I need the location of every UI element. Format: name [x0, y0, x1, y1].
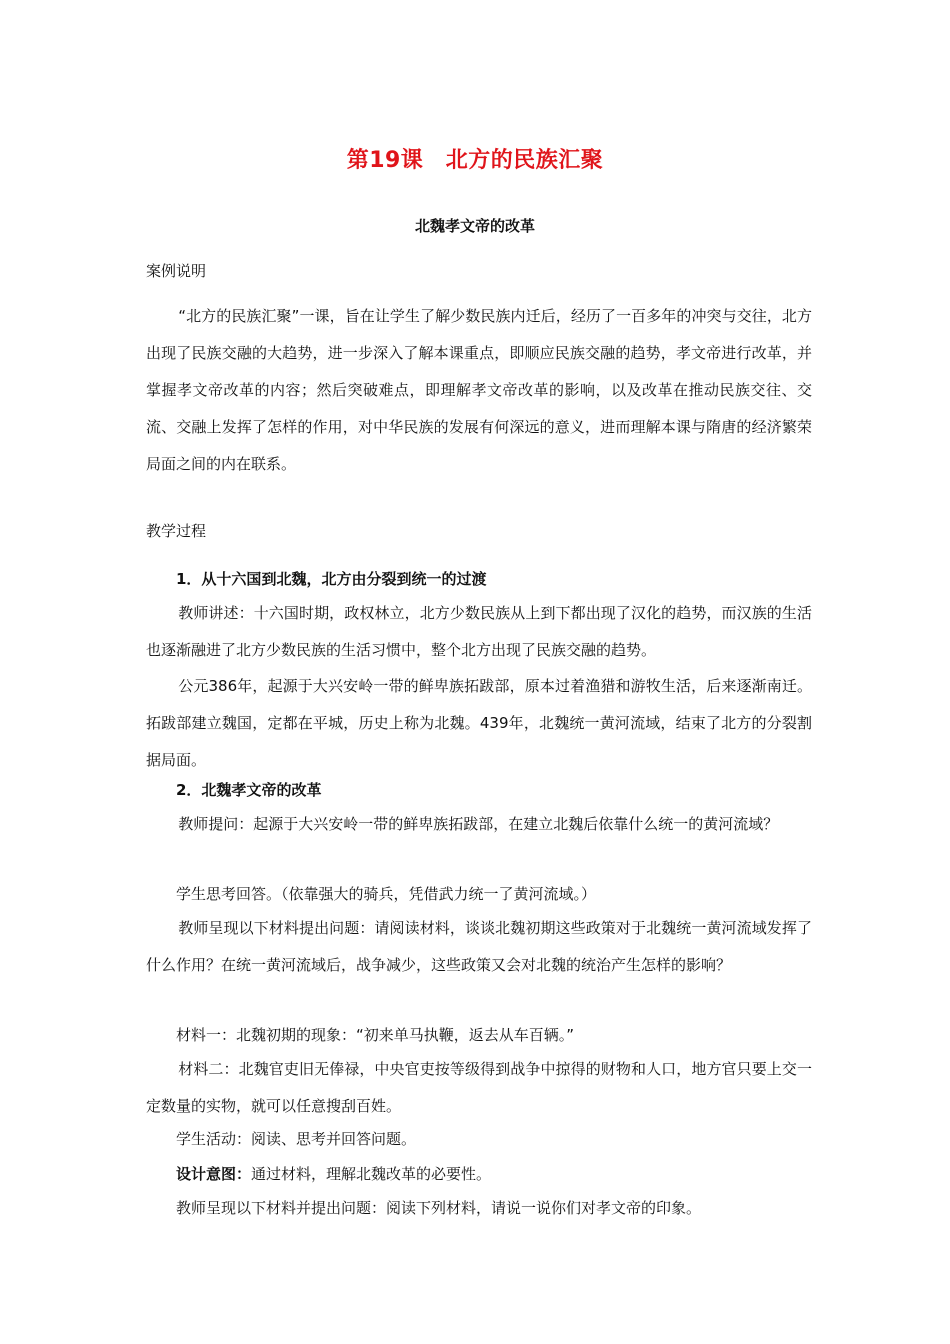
section-1-heading: 1．从十六国到北魏，北方由分裂到统一的过渡	[176, 570, 487, 588]
teaching-process-label: 教学过程	[146, 522, 207, 540]
lesson-subtitle: 北魏孝文帝的改革	[414, 217, 535, 235]
design-intent	[176, 1164, 491, 1184]
section-2-question: 教师提问：起源于大兴安岭一带的鲜卑族拓跋部，在建立北魏后依靠什么统一的黄河流域？	[178, 815, 779, 833]
design-intent-text: 通过材料，理解北魏改革的必要性。	[251, 1165, 492, 1183]
section-2-materials-intro: 教师呈现以下材料提出问题：请阅读材料，谈谈北魏初期这些政策对于北魏统一黄河流域发挥了什么作用？在统一黄河流域后，战争减少，这些政策又会对北魏的统治产生怎样的影响？	[146, 919, 812, 974]
material-2: 材料二：北魏官吏旧无俸禄，中央官吏按等级得到战争中掠得的财物和人口，地方官只要上交一定数量的实物，就可以任意搜刮百姓。	[146, 1060, 812, 1115]
design-intent-label: 设计意图：	[176, 1165, 252, 1183]
lesson-title: 第19课 北方的民族汇聚	[346, 148, 604, 173]
section-2-heading: 2．北魏孝文帝的改革	[176, 781, 322, 799]
student-answer: 学生思考回答。（依靠强大的骑兵，凭借武力统一了黄河流域。）	[176, 885, 597, 903]
section-1-paragraph-1: 教师讲述：十六国时期，政权林立，北方少数民族从上到下都出现了汉化的趋势，而汉族的生活也逐渐融进了北方少数民族的生活习惯中，整个北方出现了民族交融的趋势。	[146, 604, 812, 659]
case-description-paragraph: “北方的民族汇聚”一课，旨在让学生了解少数民族内迁后，经历了一百多年的冲突与交往，北方出现了民族交融的大趋势，进一步深入了解本课重点，即顺应民族交融的趋势，孝文帝进行改革，并掌握孝文帝改革的内容；然后突破难点，即理解孝文帝改革的影响，以及改革在推动民族交往、交流、交融上发挥了怎样的作用，对中华民族的发展有何深远的意义，进而理解本课与隋唐的经济繁荣局面之间的内在联系。	[146, 307, 812, 473]
case-description-label: 案例说明	[146, 262, 207, 280]
material-1: 材料一：北魏初期的现象：“初来单马执鞭，返去从车百辆。”	[176, 1026, 575, 1044]
section-1-paragraph-2: 公元386年，起源于大兴安岭一带的鲜卑族拓跋部，原本过着渔猎和游牧生活，后来逐渐南迁。拓跋部建立魏国，定都在平城，历史上称为北魏。439年，北魏统一黄河流域，结束了北方的分裂割据局面。	[146, 677, 812, 769]
student-activity: 学生活动：阅读、思考并回答问题。	[176, 1130, 417, 1148]
teacher-material-prompt: 教师呈现以下材料并提出问题：阅读下列材料，请说一说你们对孝文帝的印象。	[176, 1199, 702, 1217]
